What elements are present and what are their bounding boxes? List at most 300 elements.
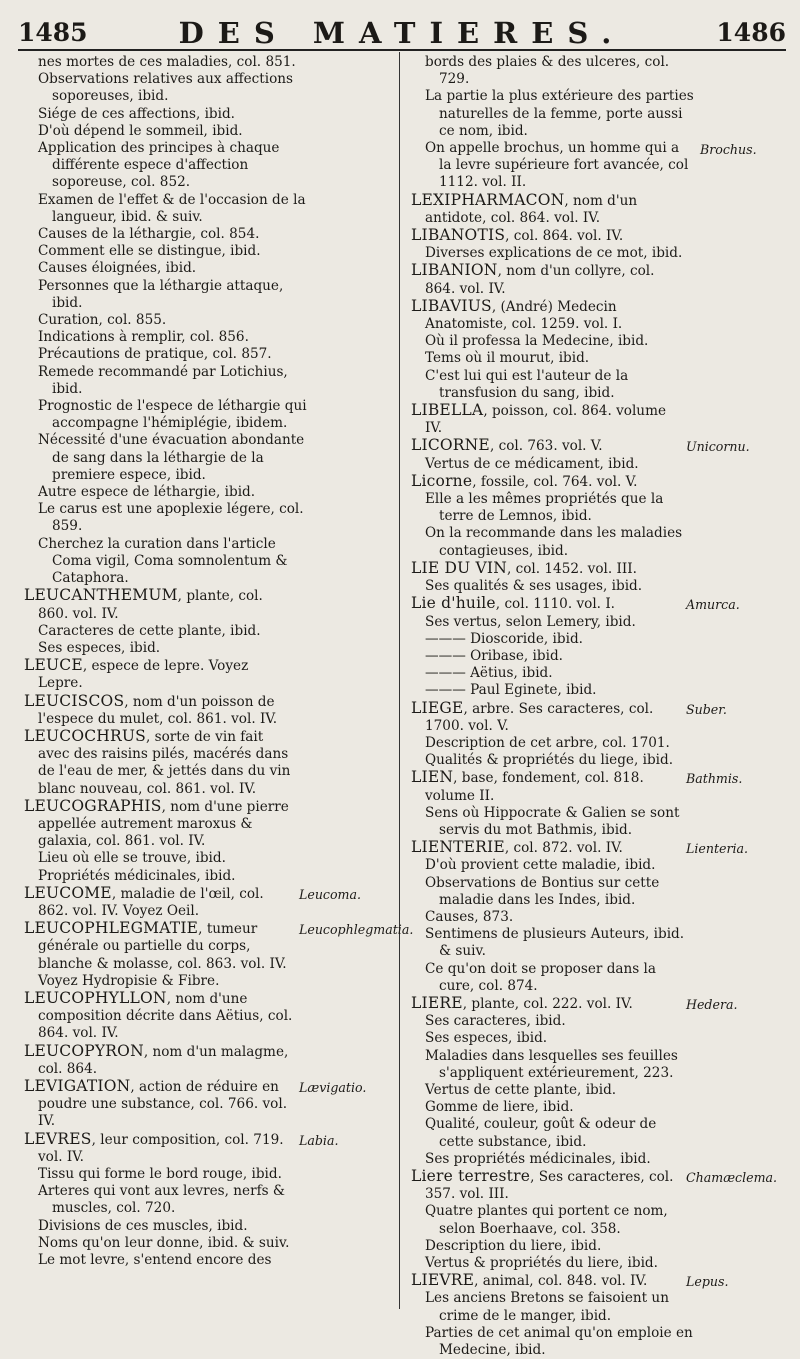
latin-gloss — [694, 333, 791, 334]
entry-body: Observations de Bontius sur cette maladie dans les Indes, ibid. — [425, 874, 660, 908]
index-subentry — [411, 578, 791, 595]
index-entry — [411, 769, 791, 804]
entry-body: Qualités & propriétés du liege, ibid. — [425, 752, 674, 769]
latin-gloss — [307, 226, 404, 227]
entry-text — [411, 192, 680, 227]
entry-text — [411, 262, 680, 297]
entry-body: Précautions de pratique, col. 857. — [38, 346, 272, 363]
entry-text — [38, 1183, 307, 1217]
entry-text — [425, 909, 694, 926]
index-subentry — [411, 1116, 791, 1150]
index-subentry — [24, 640, 404, 657]
index-subentry — [24, 868, 404, 885]
latin-gloss — [307, 346, 404, 347]
entry-text — [411, 298, 680, 333]
entry-body: Qualité, couleur, goût & odeur de cette substance, ibid. — [425, 1116, 657, 1150]
entry-body: Autre espece de léthargie, ibid. — [38, 484, 256, 501]
latin-gloss — [307, 868, 404, 869]
entry-text — [411, 473, 680, 491]
index-subentry — [411, 875, 791, 909]
entry-body: Examen de l'effet & de l'occasion de la langueur, ibid. & suiv. — [38, 191, 306, 225]
entry-body: Divisions de ces muscles, ibid. — [38, 1217, 248, 1234]
index-entry — [24, 587, 404, 622]
entry-text — [38, 623, 307, 640]
latin-gloss — [307, 1218, 404, 1219]
latin-gloss: Suber. — [686, 701, 727, 717]
entry-text — [411, 560, 680, 578]
entry-body: , col. 872. vol. IV. — [504, 840, 623, 857]
entry-body: , col. 1110. vol. I. — [495, 596, 616, 613]
entry-body: , tumeur générale ou partielle du corps, blanche & molasse, col. 863. vol. IV. — [38, 921, 287, 972]
entry-body: , col. 864. vol. IV. — [505, 228, 624, 245]
entry-body: Ses especes, ibid. — [38, 639, 161, 656]
index-subentry — [24, 243, 404, 260]
latin-gloss — [694, 54, 791, 55]
latin-gloss — [694, 961, 791, 962]
latin-gloss — [307, 54, 404, 55]
latin-gloss: Leucophlegmatia. — [299, 922, 414, 938]
index-subentry — [411, 648, 791, 665]
entry-text — [24, 1131, 293, 1166]
entry-text — [24, 693, 293, 728]
latin-gloss — [680, 298, 791, 299]
entry-body: Arteres qui vont aux levres, nerfs & muscles, col. 720. — [38, 1183, 285, 1217]
index-entry — [24, 1043, 404, 1078]
entry-text — [425, 245, 694, 262]
index-subentry — [411, 614, 791, 631]
index-subentry — [24, 71, 404, 105]
entry-body: Diverses explications de ce mot, ibid. — [425, 245, 683, 262]
index-entry — [24, 1131, 404, 1166]
index-subentry — [411, 631, 791, 648]
entry-text — [24, 885, 293, 920]
entry-headword: LEVIGATION — [24, 1076, 131, 1095]
entry-body: Comment elle se distingue, ibid. — [38, 243, 261, 260]
latin-gloss: Bathmis. — [686, 771, 743, 787]
index-subentry — [411, 961, 791, 995]
latin-gloss — [694, 752, 791, 753]
entry-text — [425, 631, 694, 648]
index-subentry — [411, 909, 791, 926]
index-subentry — [411, 1238, 791, 1255]
index-subentry — [411, 752, 791, 769]
entry-body: , base, fondement, col. 818. volume II. — [425, 770, 644, 804]
entry-body: Description de cet arbre, col. 1701. — [425, 734, 670, 751]
latin-gloss — [694, 1151, 791, 1152]
entry-text — [425, 491, 694, 525]
latin-gloss — [694, 1255, 791, 1256]
latin-gloss — [694, 1290, 791, 1291]
latin-gloss — [307, 1166, 404, 1167]
entry-text — [411, 1168, 680, 1203]
latin-gloss — [307, 1235, 404, 1236]
index-subentry — [24, 226, 404, 243]
entry-headword: LEXIPHARMACON — [411, 190, 565, 209]
entry-text — [425, 54, 694, 88]
entry-body: Ses propriétés médicinales, ibid. — [425, 1150, 651, 1167]
entry-body: , fossile, col. 764. vol. V. — [472, 473, 638, 490]
entry-headword: LEUCOPHLEGMATIE — [24, 919, 199, 938]
index-entry — [24, 798, 404, 851]
latin-gloss — [694, 682, 791, 683]
entry-text — [24, 1078, 293, 1131]
latin-gloss — [307, 140, 404, 141]
latin-gloss — [694, 875, 791, 876]
latin-gloss — [694, 614, 791, 615]
entry-text — [425, 1013, 694, 1030]
index-subentry — [24, 501, 404, 535]
index-entry — [411, 560, 791, 578]
latin-gloss — [694, 631, 791, 632]
entry-text — [38, 329, 307, 346]
index-entry — [411, 1272, 791, 1290]
entry-text — [425, 1255, 694, 1272]
entry-text — [38, 973, 307, 990]
index-subentry — [24, 346, 404, 363]
entry-body: Maladies dans lesquelles ses feuilles s'appliquent extérieurement, 223. — [425, 1047, 678, 1081]
index-subentry — [24, 1218, 404, 1235]
latin-gloss — [307, 260, 404, 261]
entry-text — [425, 665, 694, 682]
entry-body: nes mortes de ces maladies, col. 851. — [38, 54, 296, 70]
entry-body: , leur composition, col. 719. vol. IV. — [38, 1131, 284, 1165]
index-subentry — [24, 1252, 404, 1269]
entry-body: Le mot levre, s'entend encore des — [38, 1252, 272, 1269]
entry-text — [38, 1235, 307, 1252]
entry-text — [24, 1043, 293, 1078]
entry-headword: LIBANION — [411, 261, 498, 280]
index-subentry — [411, 805, 791, 839]
entry-text — [425, 1238, 694, 1255]
index-subentry — [411, 525, 791, 559]
entry-text — [38, 192, 307, 226]
latin-gloss — [307, 973, 404, 974]
entry-body: Application des principes à chaque différente espece d'affection soporeuse, col. 852. — [38, 140, 280, 191]
latin-gloss — [694, 1116, 791, 1117]
latin-gloss — [293, 798, 404, 799]
index-subentry — [24, 192, 404, 226]
entry-headword: LIEN — [411, 768, 454, 787]
entry-body: Description du liere, ibid. — [425, 1237, 602, 1254]
entry-body: Cherchez la curation dans l'article Coma vigil, Coma somnolentum & Cataphora. — [38, 535, 288, 587]
entry-body: Ses qualités & ses usages, ibid. — [425, 578, 643, 595]
entry-body: Où il professa la Medecine, ibid. — [425, 333, 649, 350]
entry-text — [411, 402, 680, 437]
entry-headword: Liere terrestre — [411, 1167, 531, 1185]
index-subentry — [411, 1290, 791, 1324]
entry-text — [425, 682, 694, 699]
entry-text — [38, 1218, 307, 1235]
entry-text — [425, 333, 694, 350]
index-subentry — [24, 432, 404, 484]
latin-gloss — [293, 1043, 404, 1044]
latin-gloss — [680, 227, 791, 228]
index-subentry — [411, 1151, 791, 1168]
entry-body: , nom d'un collyre, col. 864. vol. IV. — [425, 263, 655, 297]
index-subentry — [24, 850, 404, 867]
latin-gloss — [694, 88, 791, 89]
entry-body: Observations relatives aux affections soporeuses, ibid. — [38, 71, 294, 105]
entry-body: Prognostic de l'espece de léthargie qui accompagne l'hémiplégie, ibidem. — [38, 398, 307, 432]
entry-body: ——— Dioscoride, ibid. — [425, 630, 583, 647]
entry-text — [425, 1082, 694, 1099]
entry-body: D'où dépend le sommeil, ibid. — [38, 122, 243, 139]
entry-body: Nécessité d'une évacuation abondante de sang dans la léthargie de la premiere espece, ibid. — [38, 432, 305, 483]
index-subentry — [24, 364, 404, 398]
index-subentry — [411, 857, 791, 874]
entry-text — [425, 614, 694, 631]
latin-gloss — [694, 735, 791, 736]
index-subentry — [24, 623, 404, 640]
latin-gloss: Labia. — [299, 1132, 339, 1148]
latin-gloss — [293, 587, 404, 588]
entry-body: , plante, col. 222. vol. IV. — [462, 995, 633, 1012]
entry-text — [38, 364, 307, 398]
latin-gloss: Lævigatio. — [299, 1079, 367, 1095]
entry-body: Sens où Hippocrate & Galien se sont servis du mot Bathmis, ibid. — [425, 804, 680, 838]
entry-body: , maladie de l'œil, col. 862. vol. IV. Voyez Oeil. — [38, 885, 264, 919]
latin-gloss — [293, 693, 404, 694]
index-subentry — [24, 1183, 404, 1217]
index-entry — [24, 657, 404, 692]
index-subentry — [411, 140, 791, 192]
entry-text — [425, 1203, 694, 1237]
entry-headword: LICORNE — [411, 436, 490, 455]
entry-headword: LIBELLA — [411, 401, 484, 420]
entry-body: , nom d'un poisson de l'espece du mulet, col. 861. vol. IV. — [38, 693, 278, 727]
latin-gloss — [680, 262, 791, 263]
entry-text — [38, 398, 307, 432]
latin-gloss — [680, 560, 791, 561]
latin-gloss — [694, 456, 791, 457]
entry-text — [425, 752, 694, 769]
entry-body: ——— Paul Eginete, ibid. — [425, 682, 597, 699]
index-subentry — [411, 491, 791, 525]
latin-gloss — [694, 926, 791, 927]
running-title: DES MATIERES. — [178, 16, 626, 50]
entry-text — [411, 839, 680, 857]
latin-gloss — [307, 243, 404, 244]
entry-body: Siége de ces affections, ibid. — [38, 105, 236, 122]
latin-gloss — [307, 536, 404, 537]
entry-headword: LEUCOCHRUS — [24, 726, 146, 745]
index-subentry — [24, 140, 404, 192]
entry-body: , col. 763. vol. V. — [489, 438, 603, 455]
latin-gloss: Hedera. — [686, 996, 738, 1012]
latin-gloss — [694, 665, 791, 666]
latin-gloss — [694, 350, 791, 351]
index-entry — [411, 1168, 791, 1203]
latin-gloss — [694, 1203, 791, 1204]
entry-body: Ses vertus, selon Lemery, ibid. — [425, 613, 636, 630]
entry-text — [425, 961, 694, 995]
latin-gloss: Brochus. — [700, 142, 757, 158]
entry-body: , sorte de vin fait avec des raisins pilés, macérés dans de l'eau de mer, & jettés dans du vin blanc nouveau, col. 861. vol. IV. — [38, 728, 291, 797]
entry-headword: LEUCOGRAPHIS — [24, 796, 162, 815]
entry-text — [38, 278, 307, 312]
index-subentry — [24, 106, 404, 123]
latin-gloss — [694, 1048, 791, 1049]
latin-gloss — [293, 657, 404, 658]
index-subentry — [411, 1082, 791, 1099]
entry-text — [425, 368, 694, 402]
latin-gloss — [307, 501, 404, 502]
entry-text — [425, 1151, 694, 1168]
latin-gloss — [307, 398, 404, 399]
latin-gloss — [694, 245, 791, 246]
entry-text — [425, 648, 694, 665]
entry-body: bords des plaies & des ulceres, col. 729. — [425, 54, 670, 88]
index-subentry — [24, 260, 404, 277]
entry-headword: LEUCISCOS — [24, 691, 125, 710]
entry-body: Ses caracteres, ibid. — [425, 1013, 566, 1030]
index-subentry — [411, 1030, 791, 1047]
entry-text — [38, 484, 307, 501]
entry-text — [38, 536, 307, 588]
index-subentry — [411, 245, 791, 262]
latin-gloss — [694, 578, 791, 579]
latin-gloss — [694, 1238, 791, 1239]
index-entry — [411, 402, 791, 437]
latin-gloss — [680, 402, 791, 403]
entry-headword: Lie d'huile — [411, 594, 496, 613]
entry-headword: LIE DU VIN — [411, 558, 507, 577]
entry-text — [425, 1325, 694, 1359]
index-subentry — [24, 54, 404, 71]
entry-body: , arbre. Ses caracteres, col. 1700. vol. V. — [425, 700, 654, 734]
entry-body: D'où provient cette maladie, ibid. — [425, 857, 656, 874]
entry-text — [425, 1290, 694, 1324]
index-subentry — [24, 484, 404, 501]
latin-gloss — [307, 106, 404, 107]
entry-body: Propriétés médicinales, ibid. — [38, 867, 236, 884]
index-subentry — [24, 278, 404, 312]
latin-gloss: Lienteria. — [686, 841, 749, 857]
latin-gloss — [307, 312, 404, 313]
entry-body: Vertus de ce médicament, ibid. — [425, 455, 639, 472]
entry-headword: Licorne — [411, 471, 473, 490]
index-subentry — [411, 368, 791, 402]
latin-gloss — [694, 525, 791, 526]
entry-body: , Ses caracteres, col. 357. vol. III. — [425, 1169, 674, 1203]
entry-body: C'est lui qui est l'auteur de la transfusion du sang, ibid. — [425, 367, 629, 401]
index-entry — [411, 839, 791, 857]
entry-body: Causes, 873. — [425, 908, 514, 925]
entry-text — [38, 106, 307, 123]
entry-body: Indications à remplir, col. 856. — [38, 329, 249, 346]
index-subentry — [411, 1013, 791, 1030]
entry-text — [425, 350, 694, 367]
index-subentry — [24, 329, 404, 346]
latin-gloss — [307, 432, 404, 433]
entry-text — [38, 260, 307, 277]
index-entry — [24, 990, 404, 1043]
entry-body: , plante, col. 860. vol. IV. — [38, 588, 263, 622]
entry-body: Causes de la léthargie, col. 854. — [38, 226, 260, 243]
entry-text — [425, 1099, 694, 1116]
entry-text — [425, 1116, 694, 1150]
entry-text — [411, 227, 680, 245]
entry-text — [38, 71, 307, 105]
entry-body: Parties de cet animal qu'on emploie en Medecine, ibid. — [425, 1324, 693, 1359]
entry-text — [425, 857, 694, 874]
latin-gloss — [680, 473, 791, 474]
left-column — [24, 54, 414, 1269]
index-subentry — [411, 54, 791, 88]
entry-body: , (André) Medecin Anatomiste, col. 1259. vol. I. — [425, 298, 623, 333]
entry-body: , col. 1452. vol. III. — [506, 560, 637, 577]
entry-text — [411, 595, 680, 613]
entry-headword: LIEGE — [411, 698, 464, 717]
entry-text — [411, 437, 680, 455]
latin-gloss — [307, 329, 404, 330]
header-rule — [18, 49, 786, 51]
entry-body: , animal, col. 848. vol. IV. — [474, 1273, 648, 1290]
entry-text — [24, 587, 293, 622]
entry-text — [425, 578, 694, 595]
latin-gloss: Leucoma. — [299, 886, 362, 902]
latin-gloss — [694, 909, 791, 910]
latin-gloss — [307, 850, 404, 851]
entry-text — [38, 1166, 307, 1183]
latin-gloss: Chamæclema. — [686, 1170, 778, 1185]
index-entry — [411, 995, 791, 1013]
latin-gloss — [307, 71, 404, 72]
latin-gloss — [680, 192, 791, 193]
entry-text — [425, 140, 694, 192]
entry-headword: LIBANOTIS — [411, 226, 506, 245]
entry-body: , nom d'une pierre appellée autrement maroxus & galaxia, col. 861. vol. IV. — [38, 798, 289, 850]
entry-text — [24, 990, 293, 1043]
latin-gloss — [694, 1030, 791, 1031]
entry-text — [411, 769, 680, 804]
index-entry — [411, 473, 791, 491]
entry-text — [38, 1252, 307, 1269]
entry-text — [38, 226, 307, 243]
entry-headword: LEVRES — [24, 1129, 92, 1148]
entry-body: Les anciens Bretons se faisoient un crime de le manger, ibid. — [425, 1290, 669, 1324]
entry-body: On appelle brochus, un homme qui a la levre supérieure fort avancée, col 1112. vol. II. — [425, 140, 689, 191]
entry-body: Lieu où elle se trouve, ibid. — [38, 850, 226, 867]
entry-text — [411, 1272, 680, 1290]
entry-body: Quatre plantes qui portent ce nom, selon Boerhaave, col. 358. — [425, 1203, 668, 1237]
index-subentry — [411, 333, 791, 350]
entry-body: , action de réduire en poudre une substance, col. 766. vol. IV. — [38, 1078, 288, 1130]
entry-text — [38, 432, 307, 484]
entry-body: Personnes que la léthargie attaque, ibid. — [38, 277, 284, 311]
entry-body: Voyez Hydropisie & Fibre. — [38, 972, 220, 989]
right-column — [411, 54, 791, 1359]
latin-gloss — [694, 648, 791, 649]
entry-body: Causes éloignées, ibid. — [38, 260, 197, 277]
index-subentry — [24, 312, 404, 329]
entry-text — [425, 88, 694, 140]
index-subentry — [411, 1203, 791, 1237]
latin-gloss — [694, 1325, 791, 1326]
index-subentry — [411, 456, 791, 473]
entry-body: Curation, col. 855. — [38, 312, 167, 329]
entry-headword: LEUCANTHEMUM — [24, 586, 178, 605]
entry-text — [38, 243, 307, 260]
latin-gloss — [307, 192, 404, 193]
index-subentry — [411, 1099, 791, 1116]
index-entry — [411, 192, 791, 227]
entry-text — [38, 346, 307, 363]
entry-text — [425, 805, 694, 839]
entry-headword: LEUCOPYRON — [24, 1041, 144, 1060]
entry-headword: LIBAVIUS — [411, 296, 492, 315]
entry-body: , espece de lepre. Voyez Lepre. — [38, 658, 249, 692]
